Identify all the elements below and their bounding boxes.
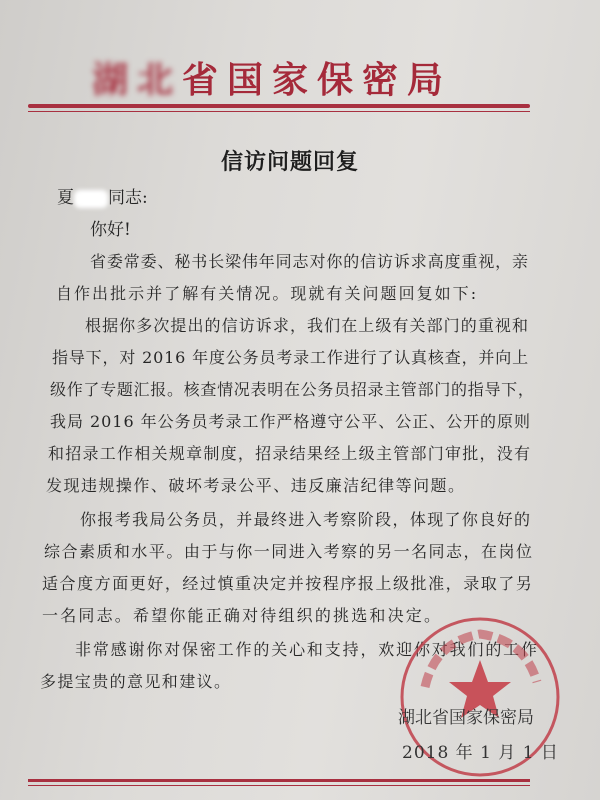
body-line: 你报考我局公务员，并最终进入考察阶段，体现了你良好的 [80, 510, 532, 529]
body-line: 省委常委、秘书长梁伟年同志对你的信访诉求高度重视，亲 [90, 252, 529, 271]
letterhead [92, 52, 452, 103]
salutation [57, 186, 148, 210]
footer-rule-thick [28, 779, 530, 782]
footer-rule-thin [28, 785, 530, 786]
letterhead-redacted: 湖北 [92, 60, 183, 101]
header-rule-thin [28, 111, 530, 112]
signature-date: 2018 年 1 月 1 日 [402, 743, 559, 763]
header-rule-thick [28, 104, 530, 108]
body-line: 根据你多次提出的信访诉求，我们在上级有关部门的重视和 [85, 316, 530, 335]
salutation-suffix: 同志: [108, 188, 148, 208]
body-line: 多提宝贵的意见和建议。 [40, 672, 232, 691]
body-line: 发现违规操作、破坏考录公平、违反廉洁纪律等问题。 [46, 476, 466, 495]
signature-organization: 湖北省国家保密局 [398, 708, 534, 728]
document-title: 信访问题回复 [220, 149, 359, 175]
letterhead-name: 省国家保密局 [182, 60, 453, 101]
body-line: 适合度方面更好，经过慎重决定并按程序报上级批准，录取了另 [42, 574, 534, 593]
greeting: 你好! [90, 220, 131, 240]
body-line: 自作出批示并了解有关情况。现就有关问题回复如下: [56, 284, 479, 303]
body-line: 一名同志。希望你能正确对待组织的挑选和决定。 [42, 606, 443, 625]
body-line: 和招录工作相关规章制度，招录结果经上级主管部门审批，没有 [48, 444, 532, 463]
body-line: 指导下，对 2016 年度公务员考录工作进行了认真核查，并向上 [52, 348, 529, 367]
salutation-surname: 夏 [57, 188, 74, 208]
body-line: 综合素质和水平。由于与你一同进入考察的另一名同志，在岗位 [44, 542, 534, 561]
redacted-name [74, 190, 108, 208]
body-line: 非常感谢你对保密工作的关心和支持，欢迎你对我们的工作 [75, 640, 539, 659]
body-line: 级作了专题汇报。核查情况表明在公务员招录主管部门的指导下， [50, 380, 535, 399]
body-line: 我局 2016 年公务员考录工作严格遵守公平、公正、公开的原则 [50, 412, 531, 431]
